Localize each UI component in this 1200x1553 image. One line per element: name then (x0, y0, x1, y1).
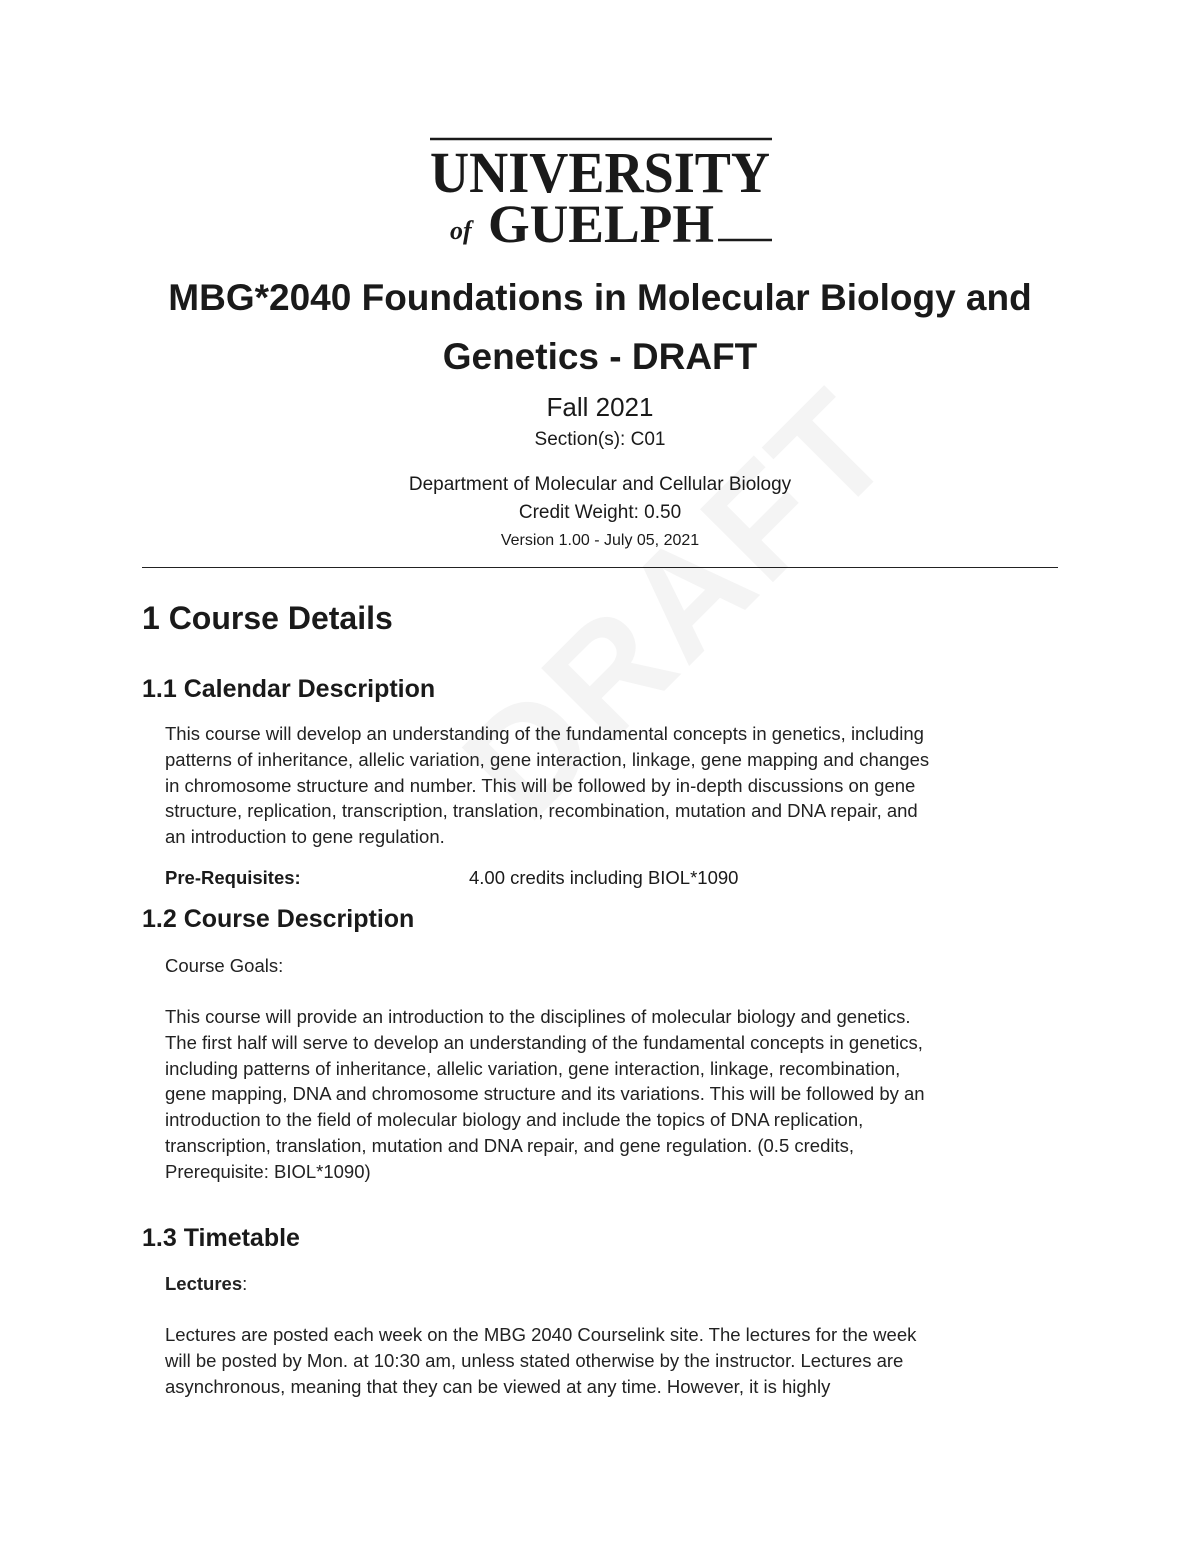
lectures-label (165, 1271, 1065, 1297)
section-heading-timetable: 1.3 Timetable (142, 1224, 300, 1252)
description-line: Prerequisite: BIOL*1090) (165, 1160, 371, 1182)
department: Department of Molecular and Cellular Biology (408, 474, 792, 495)
term: Fall 2021 (546, 392, 654, 422)
section-heading-course-description: 1.2 Course Description (142, 905, 415, 933)
logo-university-text: UNIVERSITY (430, 140, 770, 205)
description-line: introduction to the field of molecular biology and include the topics of DNA replication, (165, 1109, 864, 1131)
description-line: The first half will serve to develop an understanding of the fundamental concepts in genetics, (165, 1031, 923, 1053)
calendar-line: This course will develop an understanding of the fundamental concepts in genetics, including (165, 723, 924, 744)
timetable-text (165, 1322, 1065, 1399)
version: Version 1.00 - July 05, 2021 (500, 532, 700, 549)
course-title-line-2: Genetics - DRAFT (442, 336, 758, 377)
course-description-text (165, 1004, 1065, 1185)
sections: Section(s): C01 (534, 429, 666, 450)
timetable-line: Lectures are posted each week on the MBG 2040 Courselink site. The lectures for the week (165, 1324, 917, 1345)
lectures-label-colon: : (242, 1273, 248, 1294)
section-heading-calendar-description: 1.1 Calendar Description (142, 675, 436, 703)
calendar-line: an introduction to gene regulation. (165, 826, 445, 848)
section-heading-course-details: 1 Course Details (142, 600, 393, 636)
header-divider (142, 567, 1058, 568)
course-title-line-1: MBG*2040 Foundations in Molecular Biology and (168, 277, 1032, 318)
description-line: transcription, translation, mutation and DNA repair, and gene regulation. (0.5 credits, (165, 1134, 854, 1156)
timetable-line: asynchronous, meaning that they can be viewed at any time. However, it is highly (165, 1375, 831, 1397)
logo-of-text: of (450, 216, 472, 245)
lectures-label-text: Lectures (165, 1273, 243, 1294)
timetable-line: will be posted by Mon. at 10:30 am, unless stated otherwise by the instructor. Lectures are (165, 1349, 904, 1371)
university-logo (428, 136, 774, 248)
calendar-line: structure, replication, transcription, translation, recombination, mutation and DNA repair, and (165, 800, 918, 822)
calendar-description-text (165, 721, 1065, 850)
course-goals-label-text: Course Goals: (165, 955, 284, 976)
credit-weight: Credit Weight: 0.50 (518, 502, 682, 523)
description-line: This course will provide an introduction to the disciplines of molecular biology and genetics. (165, 1006, 911, 1027)
calendar-line: in chromosome structure and number. This will be followed by in-depth discussions on gene (165, 774, 916, 796)
description-line: including patterns of inheritance, allelic variation, gene interaction, linkage, recombination, (165, 1057, 901, 1079)
description-line: gene mapping, DNA and chromosome structure and its variations. This will be followed by an (165, 1083, 925, 1105)
prerequisites-value: 4.00 credits including BIOL*1090 (469, 867, 739, 888)
logo-guelph-text: GUELPH (488, 194, 714, 248)
course-title (100, 268, 1100, 386)
prerequisites-label: Pre-Requisites: (165, 867, 301, 888)
calendar-line: patterns of inheritance, allelic variation, gene interaction, linkage, gene mapping and changes (165, 748, 930, 770)
course-goals-label (165, 953, 1065, 979)
